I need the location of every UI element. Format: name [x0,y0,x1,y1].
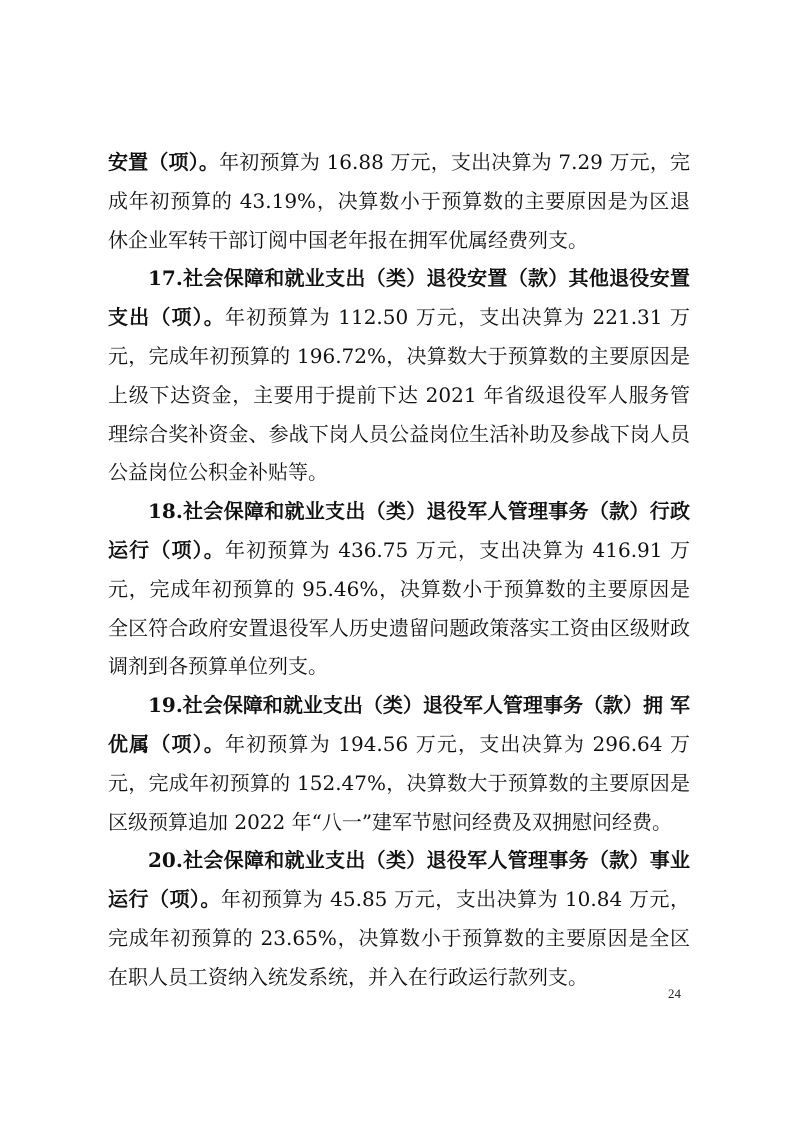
paragraph-text: 年初预算为 16.88 万元，支出决算为 7.29 万元，完成年初预算的 43.19%，决算数小于预算数的主要原因是为区退休企业军转干部订阅中国老年报在拥军优属经费列支。 [108,150,691,252]
paragraph-heading: 17.社会保障和就业支出（类）退役安置（款）其他退役安置支出（项）。 [108,266,690,330]
page-number: 24 [668,986,681,1001]
paragraph-17 [108,259,690,492]
paragraph-18 [108,492,690,686]
paragraph-16-continued [108,143,690,259]
paragraph-heading: 18.社会保障和就业支出（类）退役军人管理事务（款）行政运行（项）。 [108,499,690,562]
paragraph-heading: 19.社会保障和就业支出（类）退役军人管理事务（款）拥 军优属（项）。 [108,693,690,756]
paragraph-text: 年初预算为 436.75 万元，支出决算为 416.91 万元，完成年初预算的 95.46%，决算数小于预算数的主要原因是全区符合政府安置退役军人历史遗留问题政策落实工资由区级财政调剂到各预算单位列支。 [108,537,691,679]
paragraph-text: 年初预算为 112.50 万元，支出决算为 221.31 万元，完成年初预算的 196.72%，决算数大于预算数的主要原因是上级下达资金，主要用于提前下达 2021 年省级退役军人服务管理综合奖补资金、参战下岗人员公益岗位生活补助及参战下岗人员公益岗位公积金补贴等。 [108,305,691,485]
paragraph-19 [108,686,690,841]
paragraph-text: 年初预算为 45.85 万元，支出决算为 10.84 万元，完成年初预算的 23.65%，决算数小于预算数的主要原因是全区在职人员工资纳入统发系统，并入在行政运行款列支。 [108,887,691,989]
paragraph-heading: 20.社会保障和就业支出（类）退役军人管理事务（款）事业运行（项）。 [108,848,690,912]
paragraph-text: 年初预算为 194.56 万元，支出决算为 296.64 万 元，完成年初预算的 152.47%，决算数大于预算数的主要原因是区级预算追加 2022 年“八一”建军节慰问经费及双拥慰问经费。 [108,731,691,834]
paragraph-20 [108,841,690,996]
paragraph-heading: 安置（项）。 [108,150,220,174]
document-body [108,143,690,997]
